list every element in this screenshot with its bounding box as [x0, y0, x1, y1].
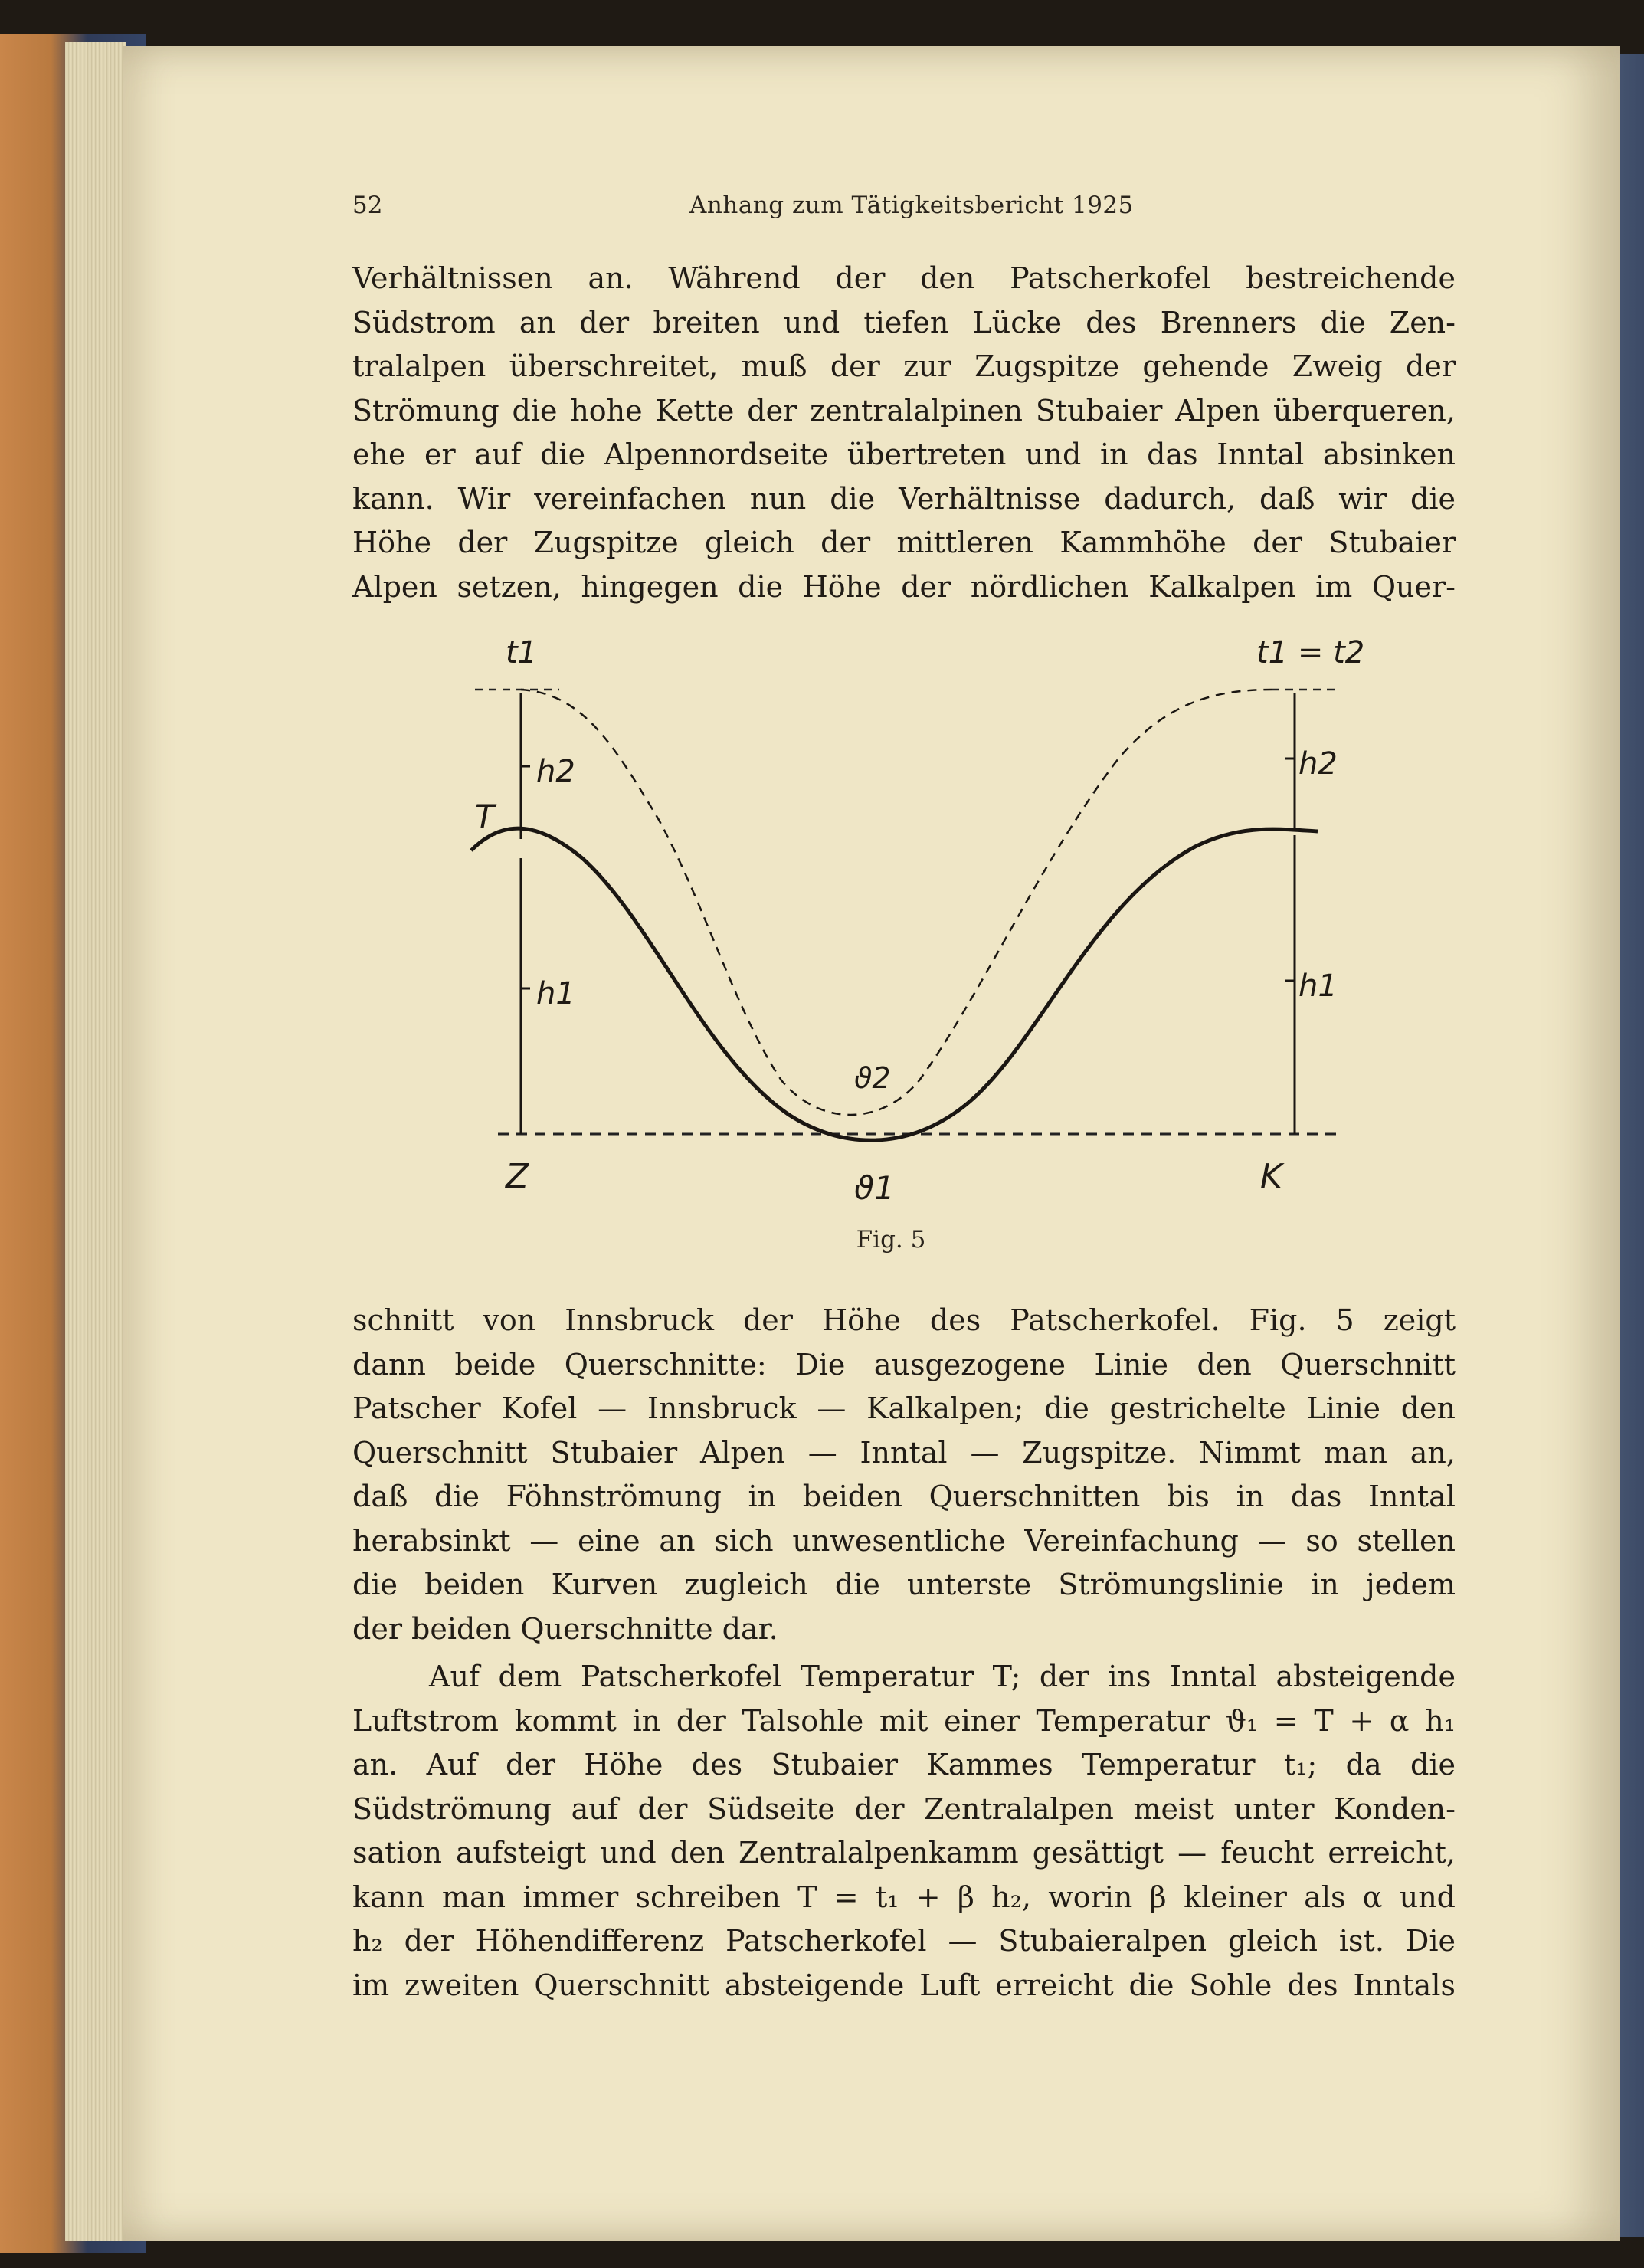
dashed-cross-section-curve	[521, 690, 1272, 1115]
label-h2-right: h2	[1298, 746, 1338, 782]
text-line: Querschnitt Stubaier Alpen — Inntal — Zugspitze. Nimmt man an,	[352, 1435, 1456, 1470]
label-h1-left: h1	[536, 976, 575, 1011]
brace-h2-left	[521, 693, 530, 839]
label-h1-right: h1	[1298, 968, 1338, 1004]
brace-h1-left	[521, 858, 530, 1134]
text-line: sation aufsteigt und den Zentralalpenkamm gesättigt — feucht erreicht,	[352, 1836, 1456, 1870]
text-line: die beiden Kurven zugleich die unterste Strömungslinie in jedem	[352, 1568, 1456, 1601]
page-number: 52	[352, 192, 383, 219]
text-line: Patscher Kofel — Innsbruck — Kalkalpen; die gestrichelte Linie den	[352, 1391, 1456, 1425]
brace-h2-right	[1285, 693, 1295, 828]
solid-cross-section-curve	[471, 828, 1318, 1140]
text-line: Südstrom an der breiten und tiefen Lücke des Brenners die Zen-	[352, 305, 1456, 339]
label-theta1: ϑ1	[854, 1169, 895, 1207]
label-theta2: ϑ2	[854, 1061, 891, 1095]
text-line: der beiden Querschnitte dar.	[352, 1611, 778, 1646]
text-line: daß die Föhnströmung in beiden Querschnitten bis in das Inntal	[352, 1480, 1456, 1513]
brace-h1-right	[1285, 835, 1295, 1134]
page-header	[352, 192, 1532, 230]
figure-5-diagram	[429, 628, 1394, 1226]
text-line: Alpen setzen, hingegen die Höhe der nördlichen Kalkalpen im Quer-	[352, 569, 1456, 604]
text-line: h₂ der Höhendifferenz Patscherkofel — Stubaieralpen gleich ist. Die	[352, 1924, 1456, 1958]
label-K: K	[1260, 1157, 1282, 1196]
text-line: Höhe der Zugspitze gleich der mittleren Kammhöhe der Stubaier	[352, 526, 1456, 559]
running-head: Anhang zum Tätigkeitsbericht 1925	[689, 192, 1134, 219]
text-line: Südströmung auf der Südseite der Zentralalpen meist unter Konden-	[352, 1791, 1456, 1826]
text-line: dann beide Querschnitte: Die ausgezogene Linie den Querschnitt	[352, 1347, 1456, 1381]
text-line: Auf dem Patscherkofel Temperatur T; der ins Inntal absteigende	[429, 1660, 1456, 1693]
figure-caption-text: Fig. 5	[856, 1226, 926, 1254]
label-Z: Z	[506, 1157, 529, 1196]
text-line: ehe er auf die Alpennordseite übertreten und in das Inntal absinken	[352, 438, 1456, 471]
paragraph-1	[352, 257, 1456, 609]
text-line: Verhältnissen an. Während der den Patscherkofel bestreichende	[352, 261, 1456, 295]
text-line: herabsinkt — eine an sich unwesentliche Vereinfachung — so stellen	[352, 1523, 1456, 1558]
figure-caption	[0, 1226, 1644, 1254]
text-line: schnitt von Innsbruck der Höhe des Patscherkofel. Fig. 5 zeigt	[352, 1303, 1456, 1337]
text-line: Luftstrom kommt in der Talsohle mit einer Temperatur ϑ₁ = T + α h₁	[352, 1703, 1456, 1738]
label-h2-left: h2	[536, 754, 575, 789]
label-T: T	[475, 798, 495, 835]
text-line: Strömung die hohe Kette der zentralalpinen Stubaier Alpen überqueren,	[352, 393, 1456, 428]
paragraph-2	[352, 1299, 1456, 1651]
text-line: kann man immer schreiben T = t₁ + β h₂, worin β kleiner als α und	[352, 1880, 1456, 1914]
text-line: an. Auf der Höhe des Stubaier Kammes Temperatur t₁; da die	[352, 1748, 1456, 1781]
text-line: tralalpen überschreitet, muß der zur Zugspitze gehende Zweig der	[352, 349, 1456, 383]
text-line: im zweiten Querschnitt absteigende Luft erreicht die Sohle des Inntals	[352, 1968, 1456, 2002]
paragraph-3	[352, 1655, 1456, 2007]
label-t1-eq-t2: t1 = t2	[1256, 635, 1365, 670]
label-t1-left: t1	[506, 635, 538, 670]
page-edges	[65, 42, 126, 2241]
text-line: kann. Wir vereinfachen nun die Verhältnisse dadurch, daß wir die	[352, 481, 1456, 516]
